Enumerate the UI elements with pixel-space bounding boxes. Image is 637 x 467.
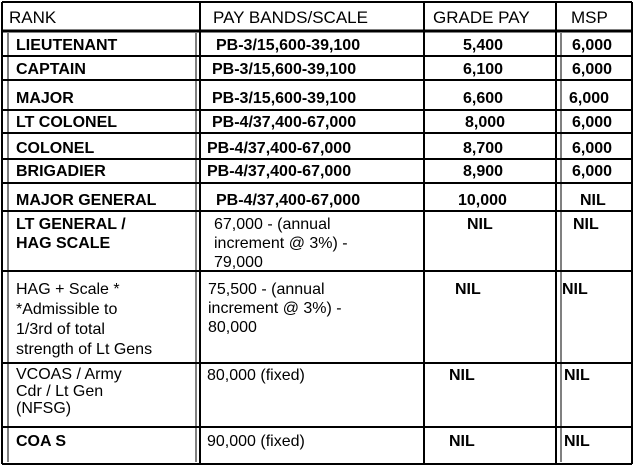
rank-cell: LT COLONEL [16, 114, 118, 131]
rank-cell: COA S [16, 433, 67, 450]
msp-cell: 6,000 [569, 90, 610, 107]
msp-cell: 6,000 [572, 114, 613, 131]
pay-cell: PB-3/15,600-39,100 [212, 90, 357, 107]
rank-cell: LT GENERAL / HAG SCALE [16, 216, 126, 252]
grade-cell: 6,100 [463, 61, 504, 78]
grade-cell: NIL [455, 281, 481, 298]
rank-cell: MAJOR GENERAL [16, 192, 157, 209]
rank-cell: HAG + Scale * *Admissible to 1/3rd of total strength of Lt Gens [16, 281, 153, 358]
msp-cell: NIL [562, 281, 588, 298]
pay-cell: 90,000 (fixed) [207, 433, 305, 450]
grade-cell: 8,700 [463, 140, 504, 157]
grade-cell: 5,400 [463, 37, 504, 54]
header-rank: RANK [9, 8, 57, 27]
pay-cell: 75,500 - (annual increment @ 3%) - 80,000 [208, 281, 342, 336]
header-msp: MSP [571, 8, 608, 27]
pay-cell: 67,000 - (annual increment @ 3%) - 79,000 [214, 216, 348, 271]
msp-cell: 6,000 [572, 61, 613, 78]
pay-cell: 80,000 (fixed) [207, 367, 305, 384]
rank-cell: MAJOR [16, 90, 74, 107]
header-grade-pay: GRADE PAY [433, 8, 530, 27]
msp-cell: 6,000 [572, 163, 613, 180]
msp-cell: NIL [564, 433, 590, 450]
grade-cell: 8,000 [465, 114, 506, 131]
pay-cell: PB-4/37,400-67,000 [216, 192, 361, 209]
pay-cell: PB-3/15,600-39,100 [212, 61, 357, 78]
msp-cell: NIL [573, 216, 599, 233]
pay-cell: PB-4/37,400-67,000 [207, 140, 352, 157]
rank-cell: LIEUTENANT [16, 37, 118, 54]
rank-cell: COLONEL [16, 140, 95, 157]
msp-cell: 6,000 [572, 37, 613, 54]
msp-cell: NIL [564, 367, 590, 384]
grade-cell: NIL [449, 433, 475, 450]
rank-cell: VCOAS / Army Cdr / Lt Gen (NFSG) [16, 366, 122, 417]
rank-cell: BRIGADIER [16, 163, 106, 180]
grade-cell: NIL [449, 367, 475, 384]
msp-cell: 6,000 [572, 140, 613, 157]
grade-cell: 10,000 [458, 192, 507, 209]
grade-cell: 8,900 [463, 163, 504, 180]
msp-cell: NIL [580, 192, 606, 209]
pay-cell: PB-4/37,400-67,000 [207, 163, 352, 180]
grade-cell: 6,600 [463, 90, 504, 107]
pay-cell: PB-4/37,400-67,000 [212, 114, 357, 131]
rank-cell: CAPTAIN [16, 61, 86, 78]
header-pay-bands: PAY BANDS/SCALE [213, 8, 368, 27]
pay-cell: PB-3/15,600-39,100 [216, 37, 361, 54]
grade-cell: NIL [467, 216, 493, 233]
